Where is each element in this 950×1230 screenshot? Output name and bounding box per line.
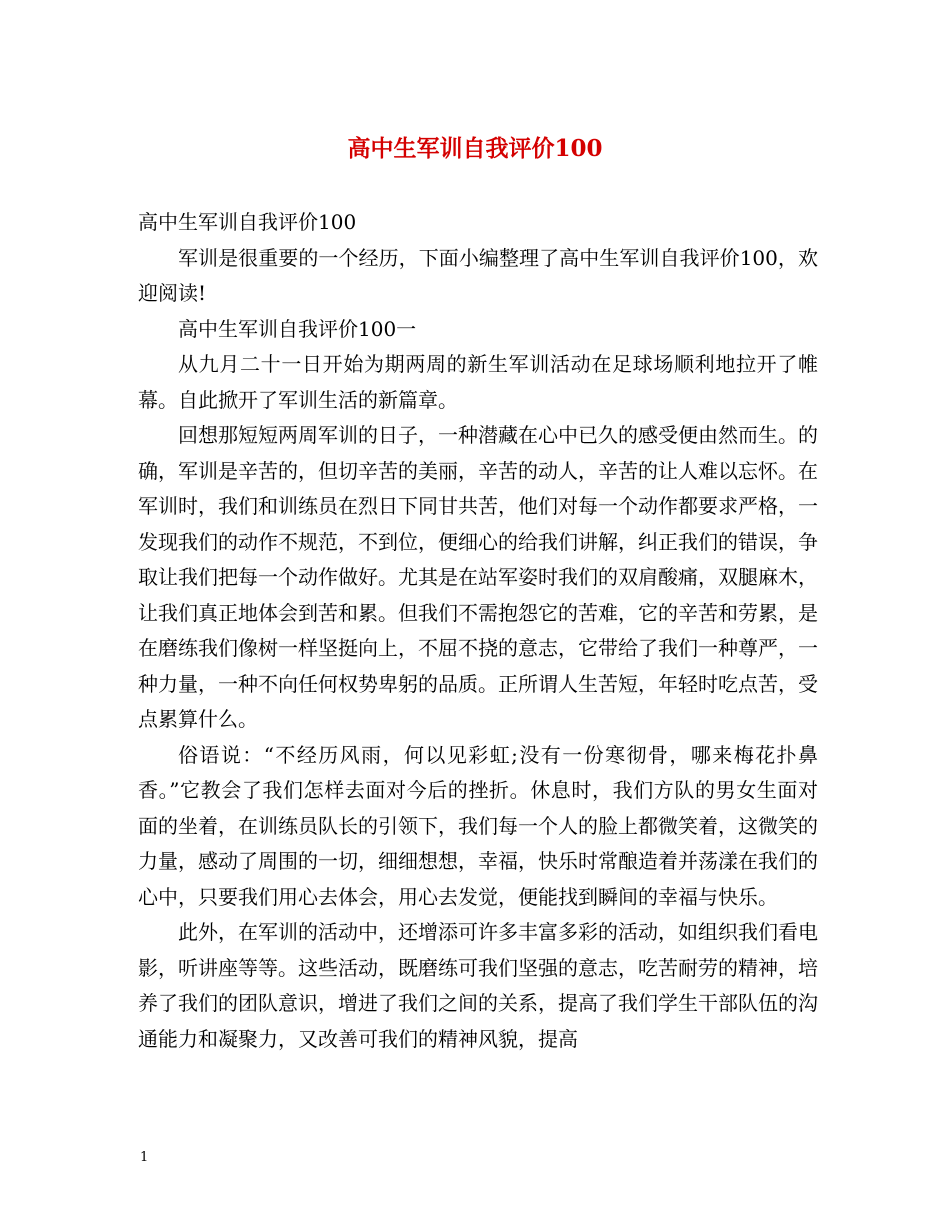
page-number: 1 [140,1150,149,1165]
document-title: 高中生军训自我评价100 [347,135,603,162]
section-heading: 高中生军训自我评价100一 [178,316,417,341]
paragraph-heading: 高中生军训自我评价100 [138,210,357,234]
paragraph: 俗语说：“不经历风雨，何以见彩虹;没有一份寒彻骨，哪来梅花扑鼻香。”它教会了我们怎样去面对今后的挫折。休息时，我们方队的男女生面对面的坐着，在训练员队长的引领下，我们每一个人的脸上都微笑着，这微笑的力量，感动了周围的一切，细细想想，幸福，快乐时常酿造着并荡漾在我们的心中，只要我们用心去体会，用心去发觉，便能找到瞬间的幸福与快乐。 [138,742,818,909]
paragraph: 从九月二十一日开始为期两周的新生军训活动在足球场顺利地拉开了帷幕。自此掀开了军训生活的新篇章。 [138,352,818,412]
document-body [138,205,818,1057]
paragraph-intro: 军训是很重要的一个经历，下面小编整理了高中生军训自我评价100，欢迎阅读! [138,245,818,305]
paragraph: 此外，在军训的活动中，还增添可许多丰富多彩的活动，如组织我们看电影，听讲座等等。这些活动，既磨练可我们坚强的意志，吃苦耐劳的精神，培养了我们的团队意识，增进了我们之间的关系，提高了我们学生干部队伍的沟通能力和凝聚力，又改善可我们的精神风貌，提高 [138,920,818,1051]
paragraph: 回想那短短两周军训的日子，一种潜藏在心中已久的感受便由然而生。的确，军训是辛苦的，但切辛苦的美丽，辛苦的动人，辛苦的让人难以忘怀。在军训时，我们和训练员在烈日下同甘共苦，他们对每一个动作都要求严格，一发现我们的动作不规范，不到位，便细心的给我们讲解，纠正我们的错误，争取让我们把每一个动作做好。尤其是在站军姿时我们的双肩酸痛，双腿麻木，让我们真正地体会到苦和累。但我们不需抱怨它的苦难，它的辛苦和劳累，是在磨练我们像树一样坚挺向上，不屈不挠的意志，它带给了我们一种尊严，一种力量，一种不向任何权势卑躬的品质。正所谓人生苦短，年轻时吃点苦，受点累算什么。 [138,423,818,731]
